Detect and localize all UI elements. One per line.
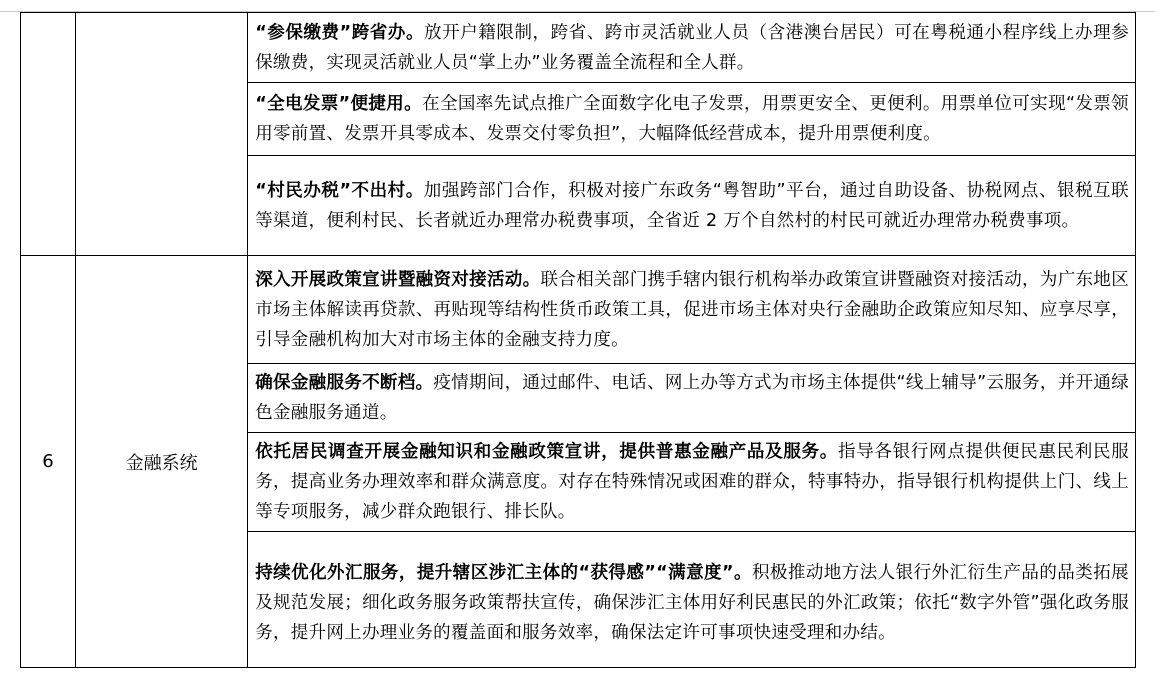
policy-item — [248, 85, 1135, 153]
row-number-cell: 6 — [21, 256, 76, 668]
item-text: 积极推动地方法人银行外汇衍生产品的品类拓展及规范发展；细化政务服务政策帮扶宣传，确保涉汇主体用好利民惠民的外汇政策；依托“数字外管”强化政务服务，提升网上办理业务的覆盖面和服务效率，确保法定许可事项快速受理和办结。 — [255, 562, 1129, 643]
content-cell — [248, 156, 1136, 256]
item-lead: “全电发票”便捷用。 — [255, 94, 423, 114]
category-cell — [76, 13, 248, 256]
item-lead: “村民办税”不出村。 — [255, 180, 424, 201]
policy-item — [248, 548, 1135, 652]
item-lead: 依托居民调查开展金融知识和金融政策宣讲，提供普惠金融产品及服务。 — [255, 442, 838, 462]
content-cell — [248, 13, 1136, 83]
item-lead: 确保金融服务不断档。 — [255, 373, 434, 393]
item-text: 在全国率先试点推广全面数字化电子发票，用票更安全、更便利。用票单位可实现“发票领用零前置、发票开具零成本、发票交付零负担”，大幅降低经营成本，提升用票便利度。 — [255, 94, 1129, 144]
item-text: 放开户籍限制，跨省、跨市灵活就业人员（含港澳台居民）可在粤税通小程序线上办理参保缴费，实现灵活就业人员“掌上办”业务覆盖全流程和全人群。 — [255, 22, 1129, 73]
policy-item — [248, 14, 1135, 82]
item-text: 疫情期间，通过邮件、电话、网上办等方式为市场主体提供“线上辅导”云服务，并开通绿色金融服务通道。 — [255, 373, 1129, 423]
category-cell: 金融系统 — [76, 256, 248, 668]
content-cell — [248, 433, 1136, 532]
policy-table — [20, 12, 1136, 668]
content-cell — [248, 532, 1136, 668]
table-row — [21, 256, 1136, 364]
table-row — [21, 13, 1136, 83]
policy-item — [248, 433, 1135, 531]
item-text: 联合相关部门携手辖内银行机构举办政策宣讲暨融资对接活动，为广东地区市场主体解读再贷款、再贴现等结构性货币政策工具，促进市场主体对央行金融助企政策应知尽知、应享尽享，引导金融机构加大对市场主体的金融支持力度。 — [255, 269, 1129, 350]
item-lead: “参保缴费”跨省办。 — [255, 22, 425, 43]
item-lead: 深入开展政策宣讲暨融资对接活动。 — [255, 269, 541, 290]
row-number-cell — [21, 13, 76, 256]
content-cell — [248, 364, 1136, 433]
policy-item — [248, 364, 1135, 432]
item-lead: 持续优化外汇服务，提升辖区涉汇主体的“获得感”“满意度”。 — [255, 562, 752, 583]
content-cell — [248, 83, 1136, 156]
policy-item — [248, 261, 1135, 359]
content-cell — [248, 256, 1136, 364]
policy-item — [248, 172, 1135, 240]
item-text: 指导各银行网点提供便民惠民利民服务，提高业务办理效率和群众满意度。对存在特殊情况或困难的群众，特事特办，指导银行机构提供上门、线上等专项服务，减少群众跑银行、排长队。 — [255, 442, 1129, 522]
item-text: 加强跨部门合作，积极对接广东政务“粤智助”平台，通过自助设备、协税网点、银税互联等渠道，便利村民、长者就近办理常办税费事项，全省近 2 万个自然村的村民可就近办理常办税费事项。 — [255, 180, 1129, 231]
